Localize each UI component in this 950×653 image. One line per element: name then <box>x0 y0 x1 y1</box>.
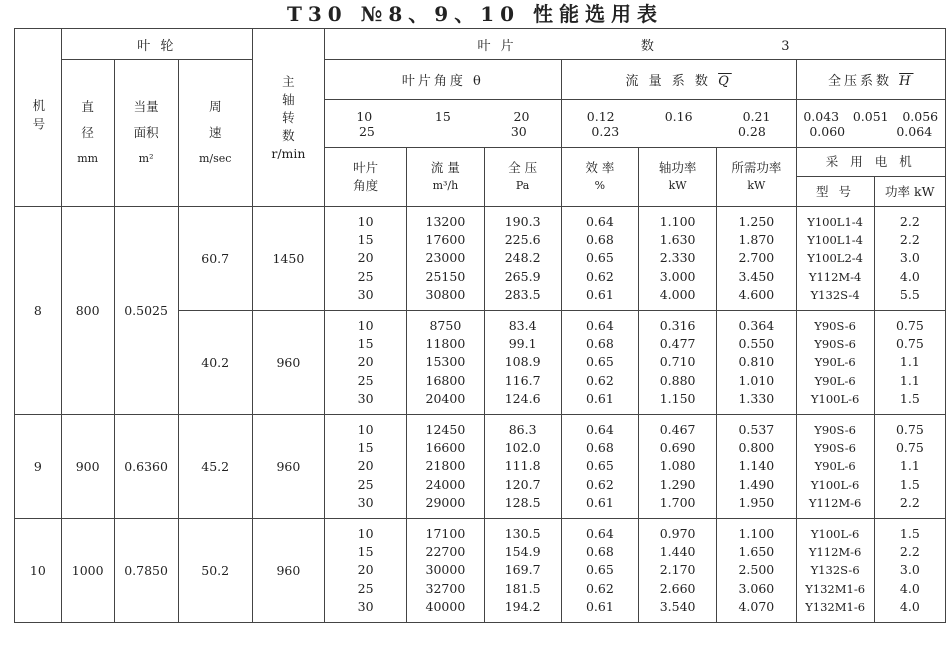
machine-no-header: 机号 <box>15 29 62 207</box>
cell-value: Y132S-4 <box>810 287 860 302</box>
diameter-cell: 900 <box>61 415 114 519</box>
cell-value: 0.68 <box>585 232 614 248</box>
cell-value: 1.100 <box>659 213 696 229</box>
cell-value: 20 <box>357 354 374 370</box>
cell-value: 3.060 <box>738 580 775 596</box>
cell-value: 1.1 <box>899 354 920 370</box>
cell-value: Y90L-6 <box>814 459 856 474</box>
angle-values <box>324 415 406 519</box>
area-cell: 0.7850 <box>114 519 178 623</box>
cell-value: 10 <box>357 317 374 333</box>
col-required-power-header: 所需功率 kW <box>717 148 796 207</box>
cell-value: 25 <box>357 580 374 596</box>
required-power-values <box>717 415 796 519</box>
cell-value: 15 <box>357 336 374 352</box>
cell-value: 0.75 <box>895 440 924 456</box>
cell-value: 1.1 <box>899 372 920 388</box>
cell-value: 11800 <box>425 336 466 352</box>
flow-values <box>407 415 484 519</box>
pressure-values <box>484 311 561 415</box>
rpm-cell: 960 <box>252 311 324 415</box>
cell-value: Y132M1-6 <box>805 599 866 614</box>
machine-no-cell: 9 <box>15 415 62 519</box>
performance-table <box>14 28 946 623</box>
angle-values: 10 15 20 25 30 <box>324 100 561 148</box>
cell-value: 1.870 <box>738 232 775 248</box>
motor-model-values <box>796 519 874 623</box>
pressure-coef-values: 0.043 0.051 0.056 0.060 0.064 <box>796 100 946 148</box>
cell-value: Y90S-6 <box>814 422 856 437</box>
angle-values <box>324 207 406 311</box>
cell-value: Y90S-6 <box>814 337 856 352</box>
cell-value: 0.68 <box>585 544 614 560</box>
cell-value: 17100 <box>425 525 466 541</box>
cell-value: 12450 <box>425 421 466 437</box>
cell-value: 25 <box>357 268 374 284</box>
speed-cell: 50.2 <box>178 519 252 623</box>
cell-value: 0.690 <box>659 440 696 456</box>
cell-value: 0.550 <box>738 336 775 352</box>
cell-value: Y100L1-4 <box>807 233 863 248</box>
cell-value: 3.0 <box>899 250 920 266</box>
flow-values <box>407 519 484 623</box>
cell-value: 4.0 <box>899 580 920 596</box>
cell-value: Y112M-6 <box>808 495 862 510</box>
cell-value: 15 <box>357 232 374 248</box>
cell-value: 1.700 <box>659 494 696 510</box>
cell-value: 30 <box>357 390 374 406</box>
flow-coef-header: 流 量 系 数 $\overline{Q}$ <box>561 60 796 100</box>
cell-value: 10 <box>357 525 374 541</box>
cell-value: 17600 <box>425 232 466 248</box>
diameter-cell: 1000 <box>61 519 114 623</box>
cell-value: 2.2 <box>899 494 920 510</box>
cell-value: 0.62 <box>585 580 614 596</box>
shaft-power-values <box>638 207 716 311</box>
cell-value: 0.880 <box>659 372 696 388</box>
cell-value: Y100L1-4 <box>807 214 863 229</box>
cell-value: 1.440 <box>659 544 696 560</box>
cell-value: 225.6 <box>504 232 541 248</box>
cell-value: 1.1 <box>899 458 920 474</box>
efficiency-values <box>561 311 638 415</box>
cell-value: 22700 <box>425 544 466 560</box>
cell-value: 0.62 <box>585 268 614 284</box>
table-row <box>15 415 946 519</box>
cell-value: 1.010 <box>738 372 775 388</box>
cell-value: 20 <box>357 458 374 474</box>
area-cell: 0.6360 <box>114 415 178 519</box>
cell-value: 0.65 <box>585 458 614 474</box>
cell-value: 111.8 <box>504 458 541 474</box>
motor-power-values <box>874 415 945 519</box>
cell-value: 1.5 <box>899 390 920 406</box>
motor-header: 采 用 电 机 型 号 功率 kW <box>796 148 946 207</box>
cell-value: 0.64 <box>585 213 614 229</box>
cell-value: 120.7 <box>504 476 541 492</box>
cell-value: 0.62 <box>585 372 614 388</box>
diameter-header: 直 径 mm <box>61 60 114 207</box>
cell-value: 3.0 <box>899 562 920 578</box>
cell-value: 0.62 <box>585 476 614 492</box>
cell-value: 0.65 <box>585 354 614 370</box>
cell-value: 0.710 <box>659 354 696 370</box>
cell-value: 99.1 <box>508 336 537 352</box>
cell-value: 2.330 <box>659 250 696 266</box>
cell-value: 128.5 <box>504 494 541 510</box>
pressure-values <box>484 207 561 311</box>
flow-values <box>407 207 484 311</box>
cell-value: 4.070 <box>738 598 775 614</box>
table-title: T30 №8、9、10 性能选用表 <box>286 2 664 26</box>
cell-value: 83.4 <box>508 317 537 333</box>
cell-value: 0.68 <box>585 440 614 456</box>
motor-power-values <box>874 311 945 415</box>
cell-value: 0.75 <box>895 421 924 437</box>
cell-value: 1.150 <box>659 390 696 406</box>
cell-value: 1.630 <box>659 232 696 248</box>
cell-value: 30 <box>357 598 374 614</box>
cell-value: 0.477 <box>659 336 696 352</box>
area-cell: 0.5025 <box>114 207 178 415</box>
cell-value: Y100L-6 <box>810 526 860 541</box>
cell-value: 3.540 <box>659 598 696 614</box>
diameter-cell: 800 <box>61 207 114 415</box>
cell-value: 154.9 <box>504 544 541 560</box>
cell-value: 1.490 <box>738 476 775 492</box>
cell-value: 265.9 <box>504 268 541 284</box>
cell-value: 30000 <box>425 562 466 578</box>
cell-value: 4.0 <box>899 268 920 284</box>
cell-value: 169.7 <box>504 562 541 578</box>
motor-model-values <box>796 415 874 519</box>
cell-value: 1.250 <box>738 213 775 229</box>
cell-value: 1.5 <box>899 525 920 541</box>
cell-value: 1.100 <box>738 525 775 541</box>
cell-value: 5.5 <box>899 286 920 302</box>
cell-value: 2.2 <box>899 544 920 560</box>
cell-value: 20 <box>357 250 374 266</box>
cell-value: 0.61 <box>585 286 614 302</box>
cell-value: 0.364 <box>738 317 775 333</box>
cell-value: 30 <box>357 494 374 510</box>
cell-value: 1.330 <box>738 390 775 406</box>
efficiency-values <box>561 519 638 623</box>
cell-value: 30800 <box>425 286 466 302</box>
motor-power-values <box>874 519 945 623</box>
shaft-power-values <box>638 311 716 415</box>
cell-value: 25150 <box>425 268 466 284</box>
cell-value: 0.970 <box>659 525 696 541</box>
efficiency-values <box>561 415 638 519</box>
cell-value: 0.810 <box>738 354 775 370</box>
cell-value: Y132M1-6 <box>805 581 866 596</box>
cell-value: Y90S-6 <box>814 318 856 333</box>
cell-value: 21800 <box>425 458 466 474</box>
cell-value: 0.75 <box>895 336 924 352</box>
cell-value: 190.3 <box>504 213 541 229</box>
cell-value: 2.2 <box>899 213 920 229</box>
cell-value: Y132S-6 <box>810 563 860 578</box>
cell-value: 0.65 <box>585 562 614 578</box>
flow-values <box>407 311 484 415</box>
blade-count-header: 叶 片 数 3 <box>324 29 945 60</box>
table-row <box>15 207 946 311</box>
cell-value: 116.7 <box>504 372 541 388</box>
cell-value: 16800 <box>425 372 466 388</box>
cell-value: 0.316 <box>659 317 696 333</box>
cell-value: 1.650 <box>738 544 775 560</box>
motor-model-values <box>796 207 874 311</box>
col-flow-header: 流 量 m³/h <box>407 148 484 207</box>
cell-value: 25 <box>357 372 374 388</box>
cell-value: 32700 <box>425 580 466 596</box>
cell-value: 20400 <box>425 390 466 406</box>
motor-model-values <box>796 311 874 415</box>
cell-value: 1.5 <box>899 476 920 492</box>
cell-value: 2.660 <box>659 580 696 596</box>
cell-value: 1.140 <box>738 458 775 474</box>
cell-value: 283.5 <box>504 286 541 302</box>
rpm-cell: 960 <box>252 415 324 519</box>
cell-value: 0.537 <box>738 421 775 437</box>
cell-value: 0.61 <box>585 598 614 614</box>
cell-value: 0.800 <box>738 440 775 456</box>
required-power-values <box>717 519 796 623</box>
cell-value: 1.290 <box>659 476 696 492</box>
cell-value: Y90L-6 <box>814 373 856 388</box>
cell-value: Y112M-6 <box>808 545 862 560</box>
cell-value: 2.500 <box>738 562 775 578</box>
cell-value: Y90S-6 <box>814 441 856 456</box>
cell-value: 10 <box>357 213 374 229</box>
required-power-values <box>717 207 796 311</box>
cell-value: 108.9 <box>504 354 541 370</box>
cell-value: 15 <box>357 544 374 560</box>
cell-value: 86.3 <box>508 421 537 437</box>
cell-value: 0.61 <box>585 390 614 406</box>
cell-value: 15 <box>357 440 374 456</box>
cell-value: 0.467 <box>659 421 696 437</box>
cell-value: 102.0 <box>504 440 541 456</box>
cell-value: 25 <box>357 476 374 492</box>
impeller-header: 叶 轮 <box>61 29 252 60</box>
cell-value: 124.6 <box>504 390 541 406</box>
shaft-power-values <box>638 415 716 519</box>
cell-value: 29000 <box>425 494 466 510</box>
cell-value: 0.64 <box>585 525 614 541</box>
cell-value: 0.61 <box>585 494 614 510</box>
pressure-values <box>484 415 561 519</box>
col-efficiency-header: 效 率 % <box>561 148 638 207</box>
cell-value: 4.600 <box>738 286 775 302</box>
cell-value: 3.450 <box>738 268 775 284</box>
cell-value: 20 <box>357 562 374 578</box>
cell-value: 248.2 <box>504 250 541 266</box>
angle-values <box>324 311 406 415</box>
cell-value: 15300 <box>425 354 466 370</box>
shaft-power-values <box>638 519 716 623</box>
cell-value: 16600 <box>425 440 466 456</box>
cell-value: 194.2 <box>504 598 541 614</box>
cell-value: 0.68 <box>585 336 614 352</box>
speed-header: 周 速 m/sec <box>178 60 252 207</box>
cell-value: 24000 <box>425 476 466 492</box>
area-header: 当量 面积 m² <box>114 60 178 207</box>
cell-value: 30 <box>357 286 374 302</box>
col-pressure-header: 全 压 Pa <box>484 148 561 207</box>
rpm-cell: 1450 <box>252 207 324 311</box>
cell-value: 2.700 <box>738 250 775 266</box>
cell-value: 4.000 <box>659 286 696 302</box>
cell-value: 0.75 <box>895 317 924 333</box>
cell-value: 0.65 <box>585 250 614 266</box>
required-power-values <box>717 311 796 415</box>
cell-value: 181.5 <box>504 580 541 596</box>
speed-cell: 60.7 <box>178 207 252 311</box>
col-shaft-power-header: 轴功率 kW <box>638 148 716 207</box>
rpm-cell: 960 <box>252 519 324 623</box>
cell-value: 23000 <box>425 250 466 266</box>
cell-value: 0.64 <box>585 317 614 333</box>
cell-value: 4.0 <box>899 598 920 614</box>
machine-no-cell: 10 <box>15 519 62 623</box>
table-row <box>15 519 946 623</box>
pressure-coef-header: 全压系数 $\overline{H}$ <box>796 60 946 100</box>
blade-angle-header: 叶片角度 θ <box>324 60 561 100</box>
speed-cell: 45.2 <box>178 415 252 519</box>
motor-power-values <box>874 207 945 311</box>
cell-value: 0.64 <box>585 421 614 437</box>
col-angle-header: 叶片 角度 <box>324 148 406 207</box>
pressure-values <box>484 519 561 623</box>
cell-value: 8750 <box>429 317 462 333</box>
angle-values <box>324 519 406 623</box>
cell-value: Y100L2-4 <box>807 251 863 266</box>
machine-no-cell: 8 <box>15 207 62 415</box>
cell-value: Y112M-4 <box>808 269 862 284</box>
cell-value: 130.5 <box>504 525 541 541</box>
cell-value: 13200 <box>425 213 466 229</box>
cell-value: Y100L-6 <box>810 477 860 492</box>
cell-value: 1.950 <box>738 494 775 510</box>
efficiency-values <box>561 207 638 311</box>
cell-value: 1.080 <box>659 458 696 474</box>
cell-value: Y100L-6 <box>810 391 860 406</box>
cell-value: 3.000 <box>659 268 696 284</box>
cell-value: 10 <box>357 421 374 437</box>
cell-value: 2.2 <box>899 232 920 248</box>
cell-value: 40000 <box>425 598 466 614</box>
cell-value: 2.170 <box>659 562 696 578</box>
shaft-speed-header: 主 轴 转 数 r/min <box>252 29 324 207</box>
cell-value: Y90L-6 <box>814 355 856 370</box>
flow-coef-values: 0.12 0.16 0.21 0.23 0.28 <box>561 100 796 148</box>
speed-cell: 40.2 <box>178 311 252 415</box>
